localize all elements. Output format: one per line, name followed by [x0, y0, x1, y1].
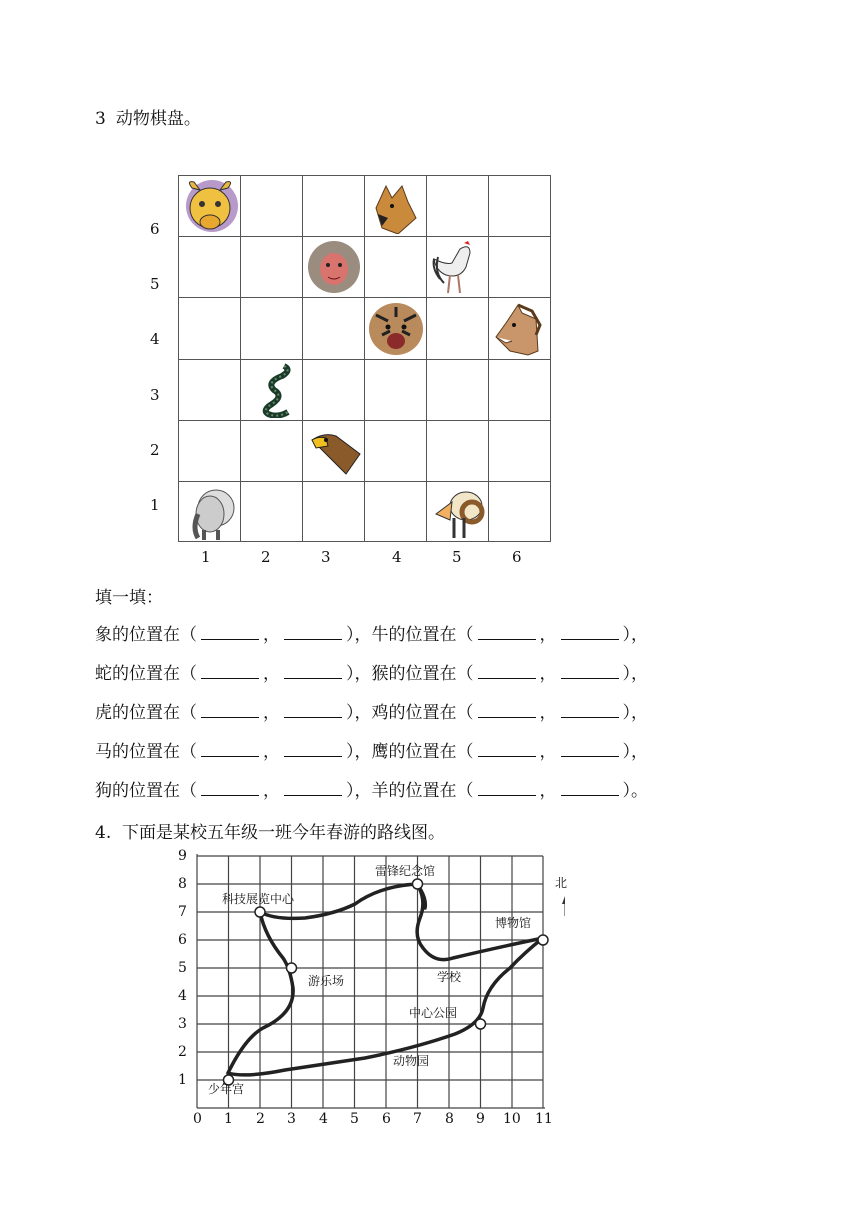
amusement-park-marker [287, 963, 297, 973]
elephant-icon [182, 484, 238, 540]
answer-blank[interactable] [284, 742, 342, 757]
label-zoo: 动物园 [393, 1054, 430, 1068]
question-4-title: 4. 下面是某校五年级一班今年春游的路线图。 [95, 823, 446, 843]
fill-row: 蛇的位置在（ ， ），猴的位置在（ ， ）， [95, 664, 648, 684]
answer-blank[interactable] [284, 703, 342, 718]
label-amusement-park: 游乐场 [308, 974, 345, 988]
tiger-icon [368, 301, 424, 357]
ram-icon [430, 484, 486, 540]
fill-row: 狗的位置在（ ， ），羊的位置在（ ， ）。 [95, 781, 648, 801]
answer-blank[interactable] [478, 625, 536, 640]
answer-blank[interactable] [201, 703, 259, 718]
answer-blank[interactable] [284, 625, 342, 640]
museum-marker [538, 935, 548, 945]
answer-blank[interactable] [284, 664, 342, 679]
answer-blank[interactable] [201, 742, 259, 757]
answer-blank[interactable] [561, 664, 619, 679]
animal-board-grid [178, 175, 551, 542]
answer-blank[interactable] [284, 781, 342, 796]
label-north: 北 [555, 876, 568, 890]
answer-blank[interactable] [561, 703, 619, 718]
fill-row: 虎的位置在（ ， ），鸡的位置在（ ， ）， [95, 703, 648, 723]
eagle-icon [306, 424, 362, 480]
central-park-marker [476, 1019, 486, 1029]
answer-blank[interactable] [201, 664, 259, 679]
fill-row: 象的位置在（ ， ），牛的位置在（ ， ）， [95, 625, 648, 645]
answer-blank[interactable] [561, 625, 619, 640]
answer-blank[interactable] [561, 742, 619, 757]
answer-blank[interactable] [561, 781, 619, 796]
answer-blank[interactable] [201, 781, 259, 796]
label-youth-palace: 少年宫 [208, 1082, 245, 1096]
answer-blank[interactable] [201, 625, 259, 640]
fill-in-title: 填一填： [95, 588, 163, 608]
label-museum: 博物馆 [495, 916, 532, 930]
horse-icon [492, 301, 548, 357]
leifeng-memorial-marker [413, 879, 423, 889]
answer-blank[interactable] [478, 664, 536, 679]
science-center-marker [255, 907, 265, 917]
monkey-icon [306, 239, 362, 295]
dog-icon [368, 178, 424, 234]
label-school: 学校 [437, 970, 462, 984]
fill-row: 马的位置在（ ， ），鹰的位置在（ ， ）， [95, 742, 648, 762]
label-leifeng: 雷锋纪念馆 [375, 864, 436, 878]
ox-icon [182, 178, 238, 234]
answer-blank[interactable] [478, 703, 536, 718]
snake-icon [244, 362, 300, 418]
rooster-icon [430, 239, 486, 295]
answer-blank[interactable] [478, 742, 536, 757]
question-3-title: 3 动物棋盘。 [95, 109, 201, 129]
label-science-center: 科技展览中心 [222, 892, 295, 906]
answer-blank[interactable] [478, 781, 536, 796]
label-central-park: 中心公园 [409, 1006, 458, 1020]
